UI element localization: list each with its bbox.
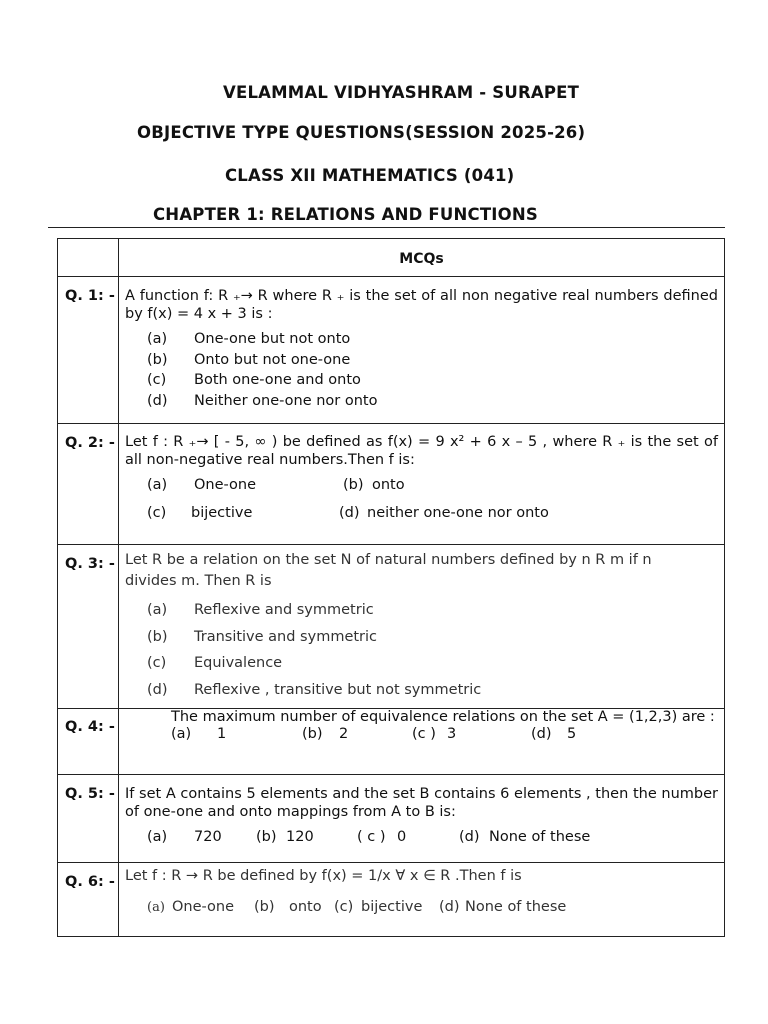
option-letter: ( c ) (357, 829, 386, 845)
question-number-cell (58, 775, 119, 863)
option-letter: (d) (147, 681, 168, 698)
question-cell (119, 277, 725, 424)
question-text: A function f: R ₊→ R where R ₊ is the set of all non negative real numbers defined by f(x) = 4 x + 3 is : (125, 288, 718, 322)
document-title-text: OBJECTIVE TYPE QUESTIONS(SESSION 2025-26) (137, 123, 586, 142)
question-number: Q. 2: - (65, 435, 115, 451)
option-letter: (a) (147, 477, 168, 493)
option (119, 352, 724, 373)
options-list (119, 331, 724, 413)
option-letter: (a) (147, 900, 165, 915)
option-text: One-one (194, 477, 257, 493)
option-text: Neither one-one nor onto (194, 392, 378, 409)
question-text: If set A contains 5 elements and the set B contains 6 elements , then the number of one-one and onto mappings from A to B is: (125, 786, 718, 820)
option (119, 331, 724, 352)
section-header-cell (119, 239, 725, 277)
question-row (58, 863, 725, 937)
question-number: Q. 1: - (65, 288, 115, 304)
option-text: One-one but not onto (194, 331, 351, 347)
option-text: Reflexive , transitive but not symmetric (194, 681, 482, 698)
options-row (119, 477, 724, 499)
option-text: Transitive and symmetric (194, 628, 378, 645)
question-text: The maximum number of equivalence relations on the set A = (1,2,3) are : (171, 709, 715, 725)
question-number: Q. 4: - (65, 719, 115, 735)
option-text: 5 (567, 726, 577, 742)
option-letter: (a) (147, 602, 168, 618)
option-text: Reflexive and symmetric (194, 602, 374, 618)
section-header: MCQs (399, 251, 444, 267)
question-number: Q. 3: - (65, 556, 115, 572)
table-header-row (58, 239, 725, 277)
question-cell (119, 545, 725, 709)
option (119, 393, 724, 414)
option-letter: (d) (459, 829, 480, 845)
option-letter: (a) (171, 726, 192, 742)
option-letter: (c) (147, 655, 167, 671)
options-row (119, 899, 724, 921)
option-letter: (c) (147, 505, 167, 521)
option-letter: (d) (339, 505, 360, 521)
chapter-title-text: CHAPTER 1: RELATIONS AND FUNCTIONS (153, 205, 538, 224)
option-letter: (c) (334, 899, 354, 915)
option-letter: (b) (343, 477, 364, 493)
option-letter: (c) (147, 372, 167, 388)
option-text: None of these (489, 829, 591, 845)
question-cell (119, 424, 725, 545)
option-letter: (b) (147, 351, 168, 368)
question-row (58, 545, 725, 709)
question-table (57, 238, 725, 937)
option-text: onto (289, 899, 322, 915)
option-text: 0 (397, 829, 407, 845)
question-cell (119, 709, 725, 775)
question-number: Q. 5: - (65, 786, 115, 802)
options-row (119, 829, 724, 851)
question-number: Q. 6: - (65, 874, 115, 890)
question-cell (119, 775, 725, 863)
question-number-cell (58, 863, 119, 937)
option (119, 655, 724, 682)
option-text: 120 (286, 829, 314, 845)
question-text: Let f : R ₊→ [ - 5, ∞ ) be defined as f(x) = 9 x² + 6 x – 5 , where R ₊ is the set of all non-negative real numbers.Then f is: (125, 434, 718, 468)
option-text: 3 (447, 726, 457, 742)
option-text: 2 (339, 726, 349, 742)
option-letter: (d) (439, 899, 460, 915)
option-text: 1 (217, 726, 227, 742)
option-letter: (b) (147, 628, 168, 645)
question-text: Let f : R → R be defined by f(x) = 1/x ∀ x ∈ R .Then f is (125, 868, 522, 884)
option-letter: (d) (531, 726, 552, 742)
school-name-text: VELAMMAL VIDHYASHRAM - SURAPET (223, 83, 580, 102)
question-text-line: Let R be a relation on the set N of natural numbers defined by n R m if n (125, 552, 652, 568)
option-letter: (b) (254, 899, 275, 915)
options-row (119, 726, 724, 744)
option-text: bijective (191, 505, 253, 521)
header-divider (48, 227, 725, 228)
question-cell (119, 863, 725, 937)
option-text: None of these (465, 899, 567, 915)
option-text: Both one-one and onto (194, 372, 361, 388)
option-letter: (d) (147, 392, 168, 409)
option-text: onto (372, 477, 405, 493)
option-text: One-one (172, 899, 235, 915)
option (119, 602, 724, 629)
question-row (58, 424, 725, 545)
option-text: bijective (361, 899, 423, 915)
class-subject-text: CLASS XII MATHEMATICS (041) (225, 166, 515, 185)
option-letter: (a) (147, 829, 168, 845)
option-letter: (c ) (412, 726, 436, 742)
empty-cell (58, 239, 119, 277)
question-row (58, 277, 725, 424)
question-text-line: divides m. Then R is (125, 573, 272, 589)
options-row (119, 505, 724, 527)
option-letter: (b) (256, 829, 277, 845)
option (119, 372, 724, 393)
option-letter: (a) (147, 331, 168, 347)
question-number-cell (58, 709, 119, 775)
option (119, 629, 724, 656)
option-text: 720 (194, 829, 222, 845)
question-number-cell (58, 277, 119, 424)
question-row (58, 775, 725, 863)
option-text: Equivalence (194, 655, 283, 671)
question-row (58, 709, 725, 775)
option (119, 682, 724, 702)
option-text: Onto but not one-one (194, 351, 351, 368)
question-number-cell (58, 545, 119, 709)
options-list (119, 602, 724, 702)
option-text: neither one-one nor onto (367, 505, 549, 521)
option-letter: (b) (302, 726, 323, 742)
question-number-cell (58, 424, 119, 545)
